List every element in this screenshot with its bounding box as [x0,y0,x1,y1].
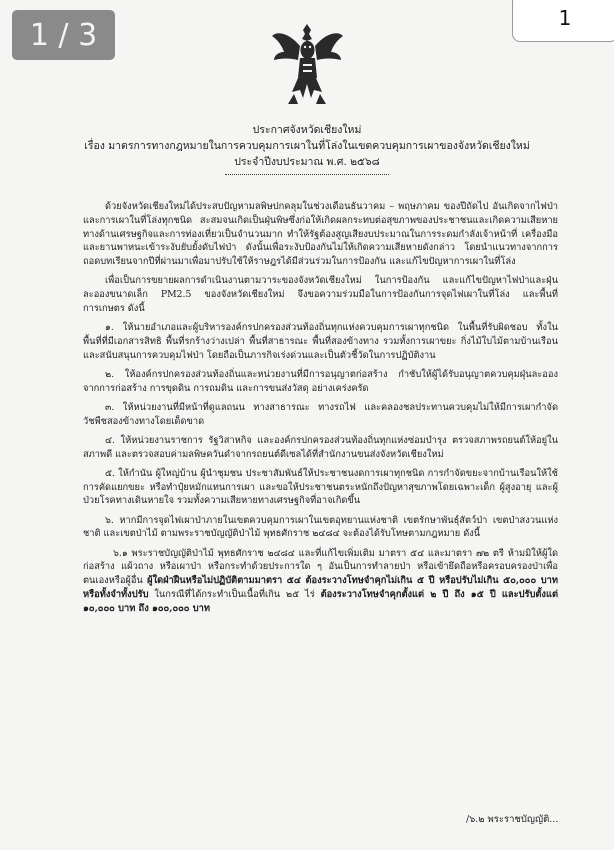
law-text-continued: ในกรณีที่ได้กระทำเป็นเนื้อที่เกิน ๒๕ ไร่ [148,588,321,600]
measure-item-5: ๕. ให้กำนัน ผู้ใหญ่บ้าน ผู้นำชุมชน ประชาสัมพันธ์ให้ประชาชนงดการเผาทุกชนิด การกำจัดขยะจากบ้านเรือนให้ใช้การคัดแยกขยะ หรือทำปุ๋ยหมักแทนการเผา และขอให้ประชาชนตระหนักถึงปัญหาสุขภาพโดยเฉพาะเด็ก ผู้สูงอายุ และผู้ป่วยโรคทางเดินหายใจ รวมทั้งความเสียหายทางเศรษฐกิจที่อาจเกิดขึ้น [83,467,558,507]
document-subject: เรื่อง มาตรการทางกฎหมายในการควบคุมการเผาในที่โล่งในเขตควบคุมการเผาของจังหวัดเชียงใหม่ [84,140,530,152]
law-text: ๖.๑ พระราชบัญญัติป่าไม้ พุทธศักราช ๒๔๘๔ และที่แก้ไขเพิ่มเติม มาตรา ๕๔ และมาตรา ๗๒ ตรี ห้ามมิให้ผู้ใดก่อสร้าง แผ้วถาง หรือเผาป่า หรือกระทำด้วยประการใด ๆ อันเป็นการทำลายป่า หรือเข้ายึดถือหรือครอบครองป่าเพื่อตนเองหรือผู้อื่น [83,547,558,586]
measure-item-4: ๔. ให้หน่วยงานราชการ รัฐวิสาหกิจ และองค์กรปกครองส่วนท้องถิ่นทุกแห่งซ่อมบำรุง ตรวจสภาพรถยนต์ให้อยู่ในสภาพดี และตรวจสอบค่ามลพิษควันดำจากรถยนต์ดีเซลได้ที่สำนักงานขนส่งจังหวัดเชียงใหม่ [83,434,558,460]
document-body [83,200,558,621]
document-issuer: ประกาศจังหวัดเชียงใหม่ [252,124,362,136]
fiscal-year: ประจำปีงบประมาณ พ.ศ. ๒๕๖๘ [234,156,380,168]
paragraph-intro: ด้วยจังหวัดเชียงใหม่ได้ประสบปัญหามลพิษปกคลุมในช่วงเดือนธันวาคม – พฤษภาคม ของปีถัดไป อันเกิดจากไฟป่าและการเผาในที่โล่งทุกชนิด สะสมจนเกิดเป็นฝุ่นพิษซึ่งก่อให้เกิดผลกระทบต่อสุขภาพของประชาชนและเกิดความเสียหายทางด้านเศรษฐกิจและการท่องเที่ยวเป็นจำนวนมาก ทำให้รัฐต้องสูญเสียงบประมาณในการระดมกำลังเจ้าหน้าที่ เครื่องมือ และยานพาหนะเข้าระงับยับยั้งดับไฟป่า ดังนั้นเพื่อระงับป้องกันไม่ให้เกิดความเสียหายดังกล่าว โดยนำแนวทางจากการถอดบทเรียนจากปีที่ผ่านมาเพื่อมาปรับใช้ให้ราษฎรได้มีส่วนร่วมในการป้องกัน และแก้ไขปัญหาการเผาในที่โล่ง [83,201,558,267]
penalty-text: ผู้ใดฝ่าฝืนหรือไม่ปฏิบัติตามมาตรา ๕๔ ต้องระวางโทษจำคุกไม่เกิน ๕ ปี หรือปรับไม่เกิน ๕๐,๐๐๐ บาท หรือทั้งจำทั้งปรับ [83,575,558,600]
measure-item-6: ๖. หากมีการจุดไฟเผาป่าภายในเขตควบคุมการเผาในเขตอุทยานแห่งชาติ เขตรักษาพันธุ์สัตว์ป่า เขตป่าสงวนแห่งชาติ และเขตป่าไม้ ตามพระราชบัญญัติป่าไม้ พุทธศักราช ๒๔๘๔ จะต้องได้รับโทษตามกฎหมาย ดังนี้ [83,514,558,540]
measure-item-1: ๑. ให้นายอำเภอและผู้บริหารองค์กรปกครองส่วนท้องถิ่นทุกแห่งควบคุมการเผาทุกชนิด ในพื้นที่รับผิดชอบ ทั้งในพื้นที่ที่มีเอกสารสิทธิ พื้นที่รกร้างว่างเปล่า พื้นที่สาธารณะ พื้นที่สองข้างทาง รวมทั้งการเผาขยะ กิ่งไม้ใบไม้ตามบ้านเรือน และสนับสนุนการควบคุมไฟป่า โดยถือเป็นภารกิจเร่งด่วนและเป็นตัวชี้วัดในการปฏิบัติงาน [83,322,558,361]
dotted-divider [225,174,389,175]
measure-item-6-1 [83,547,558,616]
continued-footer: /๖.๒ พระราชบัญญัติ... [466,814,559,825]
paragraph-purpose: เพื่อเป็นการขยายผลการดำเนินงานตามวาระของจังหวัดเชียงใหม่ ในการป้องกัน และแก้ไขปัญหาไฟป่าและฝุ่นละอองขนาดเล็ก PM2.5 ของจังหวัดเชียงใหม่ จึงขอความร่วมมือในการป้องกันการจุดไฟเผาในที่โล่ง และพื้นที่การเกษตร ดังนี้ [83,275,558,314]
penalty-text-large-area: ต้องระวางโทษจำคุกตั้งแต่ ๒ ปี ถึง ๑๕ ปี และปรับตั้งแต่ ๑๐,๐๐๐ บาท ถึง ๑๐๐,๐๐๐ บาท [83,588,558,614]
measure-item-2: ๒. ให้องค์กรปกครองส่วนท้องถิ่นและหน่วยงานที่มีการอนุญาตก่อสร้าง กำชับให้ผู้ได้รับอนุญาตควบคุมฝุ่นละอองจากการก่อสร้าง การขุดดิน การถมดิน และการขนส่งวัสดุ อย่างเคร่งครัด [83,368,558,394]
page-number: 1 [512,0,614,42]
page-indicator-badge: 1 / 3 [12,10,115,60]
garuda-emblem-icon [270,20,345,108]
measure-item-3: ๓. ให้หน่วยงานที่มีหน้าที่ดูแลถนน ทางสาธารณะ ทางรถไฟ และคลองชลประทานควบคุมไม่ให้มีการเผากำจัดวัชพืชสองข้างทางโดยเด็ดขาด [83,401,558,427]
